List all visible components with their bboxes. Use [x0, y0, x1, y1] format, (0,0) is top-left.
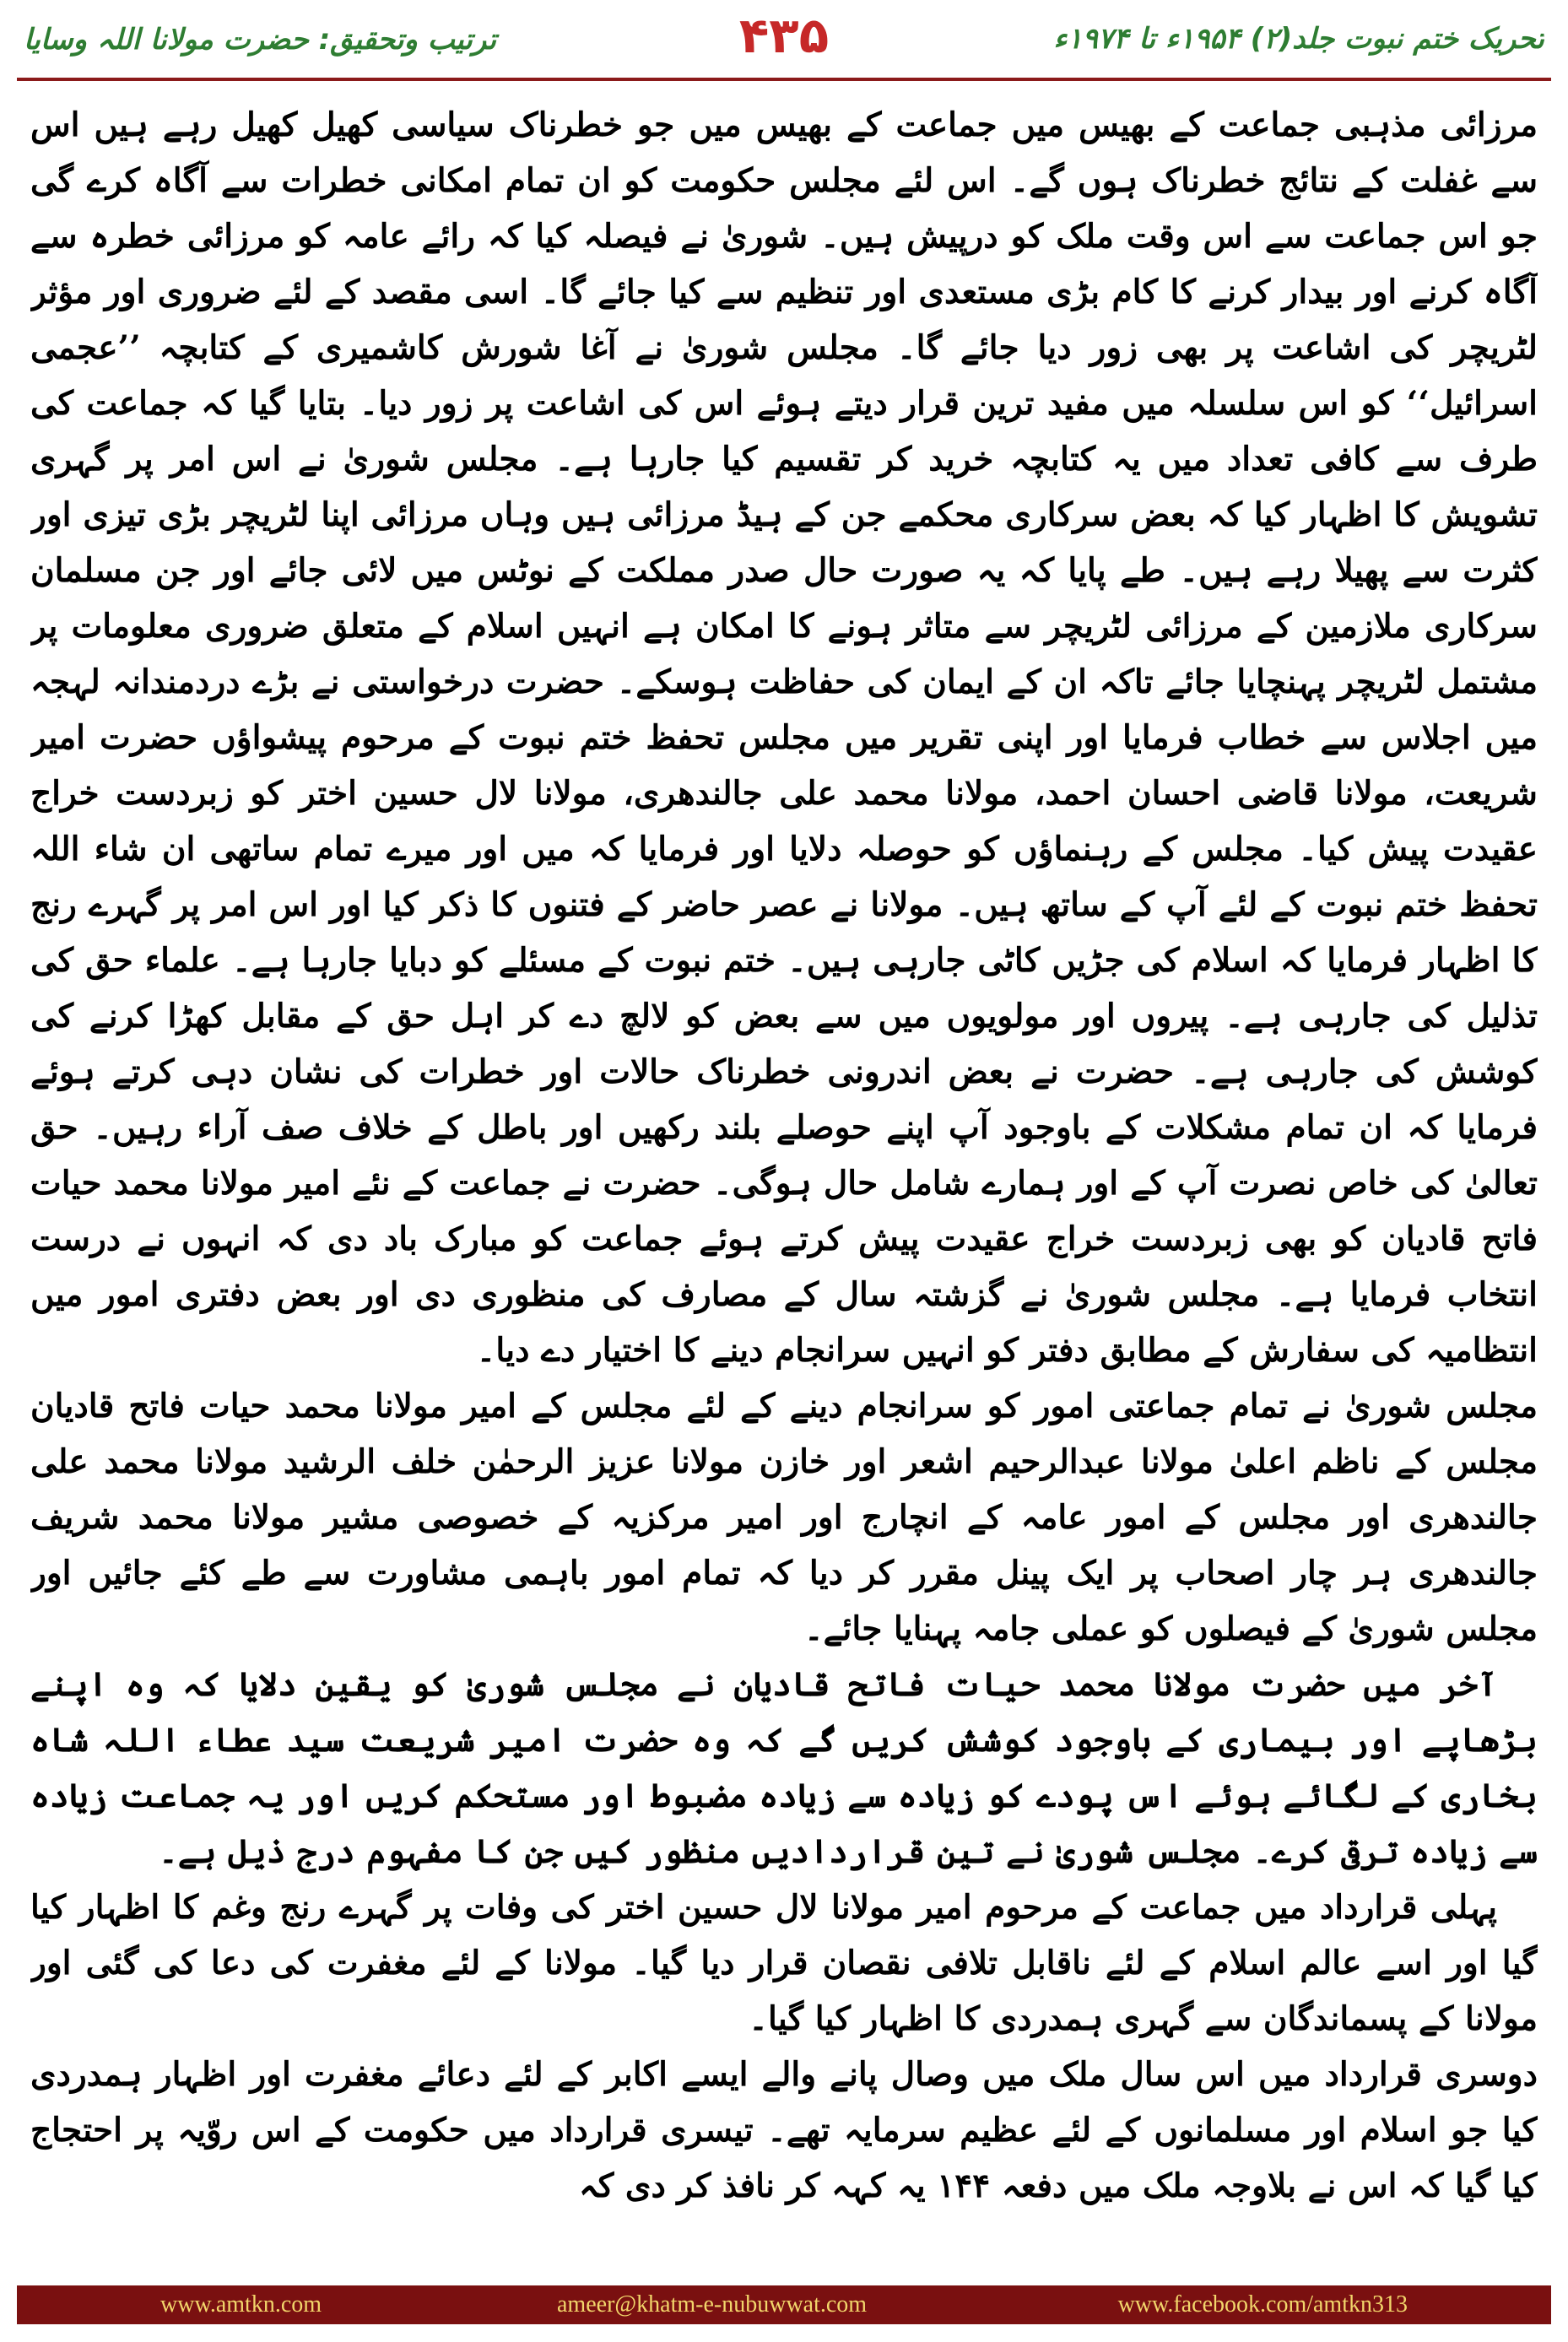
footer-email-link[interactable]: ameer@khatm-e-nubuwwat.com [557, 2291, 868, 2318]
footer-facebook-link[interactable]: www.facebook.com/amtkn313 [1117, 2291, 1408, 2318]
footer-website-link[interactable]: www.amtkn.com [160, 2291, 322, 2318]
page-body [30, 97, 1538, 2258]
book-title: تحریک ختم نبوت جلد(۲) ۱۹۵۴ء تا ۱۹۷۴ء [1053, 22, 1544, 56]
paragraph-4: پہلی قرارداد میں جماعت کے مرحوم امیر مولانا لال حسین اختر کی وفات پر گہرے رنج وغم کا اظہار کیا گیا اور اسے عالم اسلام کے لئے ناقابل تلافی نقصان قرار دیا گیا۔ مولانا کے لئے مغفرت کی دعا کی گئی اور مولانا کے پسماندگان سے گہری ہمدردی کا اظہار کیا گیا۔ [30, 1888, 1538, 2038]
footer-bar [17, 2285, 1551, 2324]
paragraph-5: دوسری قرارداد میں اس سال ملک میں وصال پانے والے ایسے اکابر کے لئے دعائے مغفرت اور اظہار ہمدردی کیا جو اسلام اور مسلمانوں کے لئے عظیم سرمایہ تھے۔ تیسری قرارداد میں حکومت کے اس روّیہ پر احتجاج کیا گیا کہ اس نے بلاوجہ ملک میں دفعہ ۱۴۴ یہ کہہ کر نافذ کر دی کہ [30, 2055, 1538, 2205]
header-divider [17, 78, 1551, 81]
compiler-credit: ترتیب وتحقیق: حضرت مولانا اللہ وسایا [24, 23, 497, 57]
paragraph-3: آخر میں حضرت مولانا محمد حیات فاتح قادیان نے مجلس شوریٰ کو یقین دلایا کہ وہ اپنے بڑھاپے اور بیماری کے باوجود کوشش کریں گے کہ وہ حضرت امیر شریعت سید عطاء اللہ شاہ بخاری کے لگائے ہوئے اس پودے کو زیادہ سے زیادہ مضبوط اور مستحکم کریں اور یہ جماعت زیادہ سے زیادہ ترقی کرے۔ مجلس شوریٰ نے تین قراردادیں منظور کیں جن کا مفہوم درج ذیل ہے۔ [30, 1665, 1538, 1871]
page-header [0, 0, 1568, 81]
paragraph-2: مجلس شوریٰ نے تمام جماعتی امور کو سرانجام دینے کے لئے مجلس کے امیر مولانا محمد حیات فاتح قادیان مجلس کے ناظم اعلیٰ مولانا عبدالرحیم اشعر اور خازن مولانا عزیز الرحمٰن خلف الرشید مولانا محمد علی جالندھری اور مجلس کے امور عامہ کے انچارج اور امیر مرکزیہ کے خصوصی مشیر مولانا محمد شریف جالندھری ہر چار اصحاب پر ایک پینل مقرر کر دیا کہ تمام امور باہمی مشاورت سے طے کئے جائیں اور مجلس شوریٰ کے فیصلوں کو عملی جامہ پہنایا جائے۔ [30, 1387, 1538, 1648]
paragraph-1: مرزائی مذہبی جماعت کے بھیس میں جماعت کے بھیس میں جو خطرناک سیاسی کھیل کھیل رہے ہیں اس سے غفلت کے نتائج خطرناک ہوں گے۔ اس لئے مجلس حکومت کو ان تمام امکانی خطرات سے آگاہ کرے گی جو اس جماعت سے اس وقت ملک کو درپیش ہیں۔ شوریٰ نے فیصلہ کیا کہ رائے عامہ کو مرزائی خطرہ سے آگاہ کرنے اور بیدار کرنے کا کام بڑی مستعدی اور تنظیم سے کیا جائے گا۔ اسی مقصد کے لئے ضروری اور مؤثر لٹریچر کی اشاعت پر بھی زور دیا جائے گا۔ مجلس شوریٰ نے آغا شورش کاشمیری کے کتابچہ ’’عجمی اسرائیل‘‘ کو اس سلسلہ میں مفید ترین قرار دیتے ہوئے اس کی اشاعت پر زور دیا۔ بتایا گیا کہ جماعت کی طرف سے کافی تعداد میں یہ کتابچہ خرید کر تقسیم کیا جارہا ہے۔ مجلس شوریٰ نے اس امر پر گہری تشویش کا اظہار کیا کہ بعض سرکاری محکمے جن کے ہیڈ مرزائی ہیں وہاں مرزائی اپنا لٹریچر بڑی تیزی اور کثرت سے پھیلا رہے ہیں۔ طے پایا کہ یہ صورت حال صدر مملکت کے نوٹس میں لائی جائے اور جن مسلمان سرکاری ملازمین کے مرزائی لٹریچر سے متاثر ہونے کا امکان ہے انہیں اسلام کے متعلق ضروری معلومات پر مشتمل لٹریچر پہنچایا جائے تاکہ ان کے ایمان کی حفاظت ہوسکے۔ حضرت درخواستی نے بڑے دردمندانہ لہجہ میں اجلاس سے خطاب فرمایا اور اپنی تقریر میں مجلس تحفظ ختم نبوت کے مرحوم پیشواؤں حضرت امیر شریعت، مولانا قاضی احسان احمد، مولانا محمد علی جالندھری، مولانا لال حسین اختر کو زبردست خراج عقیدت پیش کیا۔ مجلس کے رہنماؤں کو حوصلہ دلایا اور فرمایا کہ میں اور میرے تمام ساتھی ان شاء اللہ تحفظ ختم نبوت کے لئے آپ کے ساتھ ہیں۔ مولانا نے عصر حاضر کے فتنوں کا ذکر کیا اور اس امر پر گہرے رنج کا اظہار فرمایا کہ اسلام کی جڑیں کاٹی جارہی ہیں۔ ختم نبوت کے مسئلے کو دبایا جارہا ہے۔ علماء حق کی تذلیل کی جارہی ہے۔ پیروں اور مولویوں میں سے بعض کو لالچ دے کر اہل حق کے مقابل کھڑا کرنے کی کوشش کی جارہی ہے۔ حضرت نے بعض اندرونی خطرناک حالات اور خطرات کی نشان دہی کرتے ہوئے فرمایا کہ ان تمام مشکلات کے باوجود آپ اپنے حوصلے بلند رکھیں اور باطل کے خلاف صف آراء رہیں۔ حق تعالیٰ کی خاص نصرت آپ کے اور ہمارے شامل حال ہوگی۔ حضرت نے جماعت کے نئے امیر مولانا محمد حیات فاتح قادیان کو بھی زبردست خراج عقیدت پیش کرتے ہوئے جماعت کو مبارک باد دی کہ انہوں نے درست انتخاب فرمایا ہے۔ مجلس شوریٰ نے گزشتہ سال کے مصارف کی منظوری دی اور بعض دفتری امور میں انتظامیہ کی سفارش کے مطابق دفتر کو انہیں سرانجام دینے کا اختیار دے دیا۔ [30, 105, 1538, 1370]
page-number: ۴۳۵ [738, 7, 830, 64]
